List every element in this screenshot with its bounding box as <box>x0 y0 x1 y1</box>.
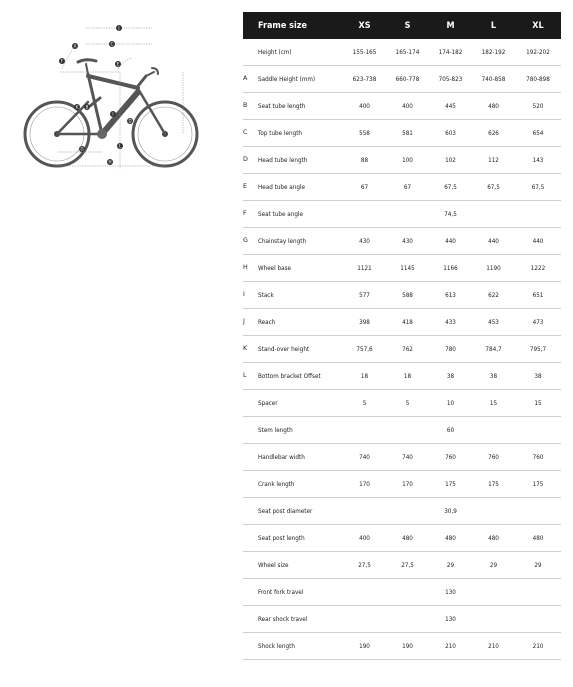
row-value: 175 <box>472 471 515 498</box>
row-value: 143 <box>515 147 561 174</box>
table-row <box>243 633 561 660</box>
row-letter: H <box>243 264 248 271</box>
row-value: 740 <box>386 444 429 471</box>
row-value: 175 <box>429 471 472 498</box>
bike-frame <box>57 60 165 134</box>
row-value: 38 <box>515 363 561 390</box>
row-label: Head tube angle <box>243 174 343 201</box>
table-row <box>243 552 561 579</box>
row-value: 67 <box>386 174 429 201</box>
marker-f: F <box>60 58 64 64</box>
row-value: 760 <box>472 444 515 471</box>
marker-dots <box>59 25 133 165</box>
row-value <box>515 498 561 525</box>
row-value: 784,7 <box>472 336 515 363</box>
table-row <box>243 390 561 417</box>
table-row <box>243 201 561 228</box>
table-row <box>243 174 561 201</box>
row-value <box>343 579 386 606</box>
table-row <box>243 525 561 552</box>
row-value: 581 <box>386 120 429 147</box>
row-value: 795,7 <box>515 336 561 363</box>
row-letter: B <box>243 102 248 109</box>
row-value <box>343 498 386 525</box>
row-label: Stand-over height <box>243 336 343 363</box>
table-row <box>243 471 561 498</box>
row-value: 210 <box>472 633 515 660</box>
row-label: Wheel size <box>243 552 343 579</box>
row-value: 5 <box>386 390 429 417</box>
row-value: 430 <box>343 228 386 255</box>
row-value: 67 <box>343 174 386 201</box>
marker-i: I <box>112 111 114 117</box>
marker-e: E <box>116 61 120 67</box>
row-value: 780-898 <box>515 66 561 93</box>
row-value: 473 <box>515 309 561 336</box>
table-row <box>243 93 561 120</box>
geometry-table <box>243 12 561 660</box>
row-value: 480 <box>472 93 515 120</box>
row-value: 67,5 <box>515 174 561 201</box>
row-value: 15 <box>472 390 515 417</box>
row-value: 175 <box>515 471 561 498</box>
table-row <box>243 498 561 525</box>
table-row <box>243 66 561 93</box>
row-label: Head tube length <box>243 147 343 174</box>
row-value: 100 <box>386 147 429 174</box>
row-value: 130 <box>429 579 472 606</box>
row-value: 705-823 <box>429 66 472 93</box>
row-value: 623-738 <box>343 66 386 93</box>
row-value <box>515 201 561 228</box>
row-value <box>515 417 561 444</box>
header-xl: XL <box>515 12 561 39</box>
row-value: 588 <box>386 282 429 309</box>
header-l: L <box>472 12 515 39</box>
row-label: Reach <box>243 309 343 336</box>
row-label: Crank length <box>243 471 343 498</box>
table-row <box>243 444 561 471</box>
row-value: 613 <box>429 282 472 309</box>
table-header-row <box>243 12 561 39</box>
marker-j: J <box>118 25 120 31</box>
row-value: 18 <box>386 363 429 390</box>
row-value <box>472 417 515 444</box>
row-value: 453 <box>472 309 515 336</box>
row-value <box>386 201 429 228</box>
row-label: Shock length <box>243 633 343 660</box>
row-label: Handlebar width <box>243 444 343 471</box>
row-value: 1190 <box>472 255 515 282</box>
row-value: 1166 <box>429 255 472 282</box>
row-label: Bottom bracket Offset <box>243 363 343 390</box>
table-row <box>243 120 561 147</box>
marker-b: B <box>85 104 89 110</box>
row-value: 740 <box>343 444 386 471</box>
row-value: 5 <box>343 390 386 417</box>
bike-geometry-diagram <box>20 14 230 189</box>
row-value <box>343 201 386 228</box>
row-value: 182-192 <box>472 39 515 66</box>
header-frame-size: Frame size <box>243 12 343 39</box>
row-value <box>472 498 515 525</box>
row-value: 27,5 <box>343 552 386 579</box>
row-value <box>515 606 561 633</box>
row-value: 130 <box>429 606 472 633</box>
row-letter: D <box>243 156 248 163</box>
row-value: 67,5 <box>429 174 472 201</box>
row-value: 1121 <box>343 255 386 282</box>
table-row <box>243 417 561 444</box>
row-value <box>472 201 515 228</box>
row-value: 780 <box>429 336 472 363</box>
row-value: 165-174 <box>386 39 429 66</box>
row-value: 1145 <box>386 255 429 282</box>
row-value: 210 <box>429 633 472 660</box>
row-value <box>343 417 386 444</box>
row-value <box>515 579 561 606</box>
table-row <box>243 579 561 606</box>
row-value <box>386 498 429 525</box>
row-value <box>386 606 429 633</box>
row-value: 660-778 <box>386 66 429 93</box>
row-value: 67,5 <box>472 174 515 201</box>
row-value: 190 <box>343 633 386 660</box>
marker-l: L <box>118 143 122 149</box>
row-letter: L <box>243 372 247 379</box>
row-value: 757,6 <box>343 336 386 363</box>
row-value: 29 <box>515 552 561 579</box>
marker-g: G <box>80 146 84 152</box>
row-value: 102 <box>429 147 472 174</box>
row-letter: K <box>243 345 248 352</box>
row-value: 440 <box>472 228 515 255</box>
row-value: 480 <box>386 525 429 552</box>
crankset <box>97 129 107 139</box>
table-row <box>243 336 561 363</box>
table-row <box>243 228 561 255</box>
row-value: 60 <box>429 417 472 444</box>
row-value: 577 <box>343 282 386 309</box>
row-label: Seat post length <box>243 525 343 552</box>
table-row <box>243 606 561 633</box>
row-value: 654 <box>515 120 561 147</box>
row-letter: E <box>243 183 247 190</box>
header-s: S <box>386 12 429 39</box>
marker-a: A <box>73 43 77 49</box>
row-label: Stack <box>243 282 343 309</box>
row-value: 760 <box>429 444 472 471</box>
row-value: 18 <box>343 363 386 390</box>
row-value: 480 <box>515 525 561 552</box>
row-value <box>386 579 429 606</box>
row-label: Wheel base <box>243 255 343 282</box>
row-value: 88 <box>343 147 386 174</box>
row-letter: I <box>243 291 245 298</box>
row-value: 38 <box>429 363 472 390</box>
row-label: Seat post diameter <box>243 498 343 525</box>
row-value: 400 <box>343 525 386 552</box>
row-value: 174-182 <box>429 39 472 66</box>
row-label: Height (cm) <box>243 39 343 66</box>
row-label: Top tube length <box>243 120 343 147</box>
marker-c: C <box>110 41 114 47</box>
table-row <box>243 282 561 309</box>
row-value: 192-202 <box>515 39 561 66</box>
header-xs: XS <box>343 12 386 39</box>
row-value: 210 <box>515 633 561 660</box>
row-value: 155-165 <box>343 39 386 66</box>
row-value: 740-858 <box>472 66 515 93</box>
marker-h: H <box>108 159 112 165</box>
row-value: 1222 <box>515 255 561 282</box>
row-label: Seat tube angle <box>243 201 343 228</box>
row-label: Rear shock travel <box>243 606 343 633</box>
row-letter: C <box>243 129 248 136</box>
row-value: 433 <box>429 309 472 336</box>
row-value <box>343 606 386 633</box>
row-value: 400 <box>386 93 429 120</box>
row-value: 418 <box>386 309 429 336</box>
row-value: 445 <box>429 93 472 120</box>
table-row <box>243 363 561 390</box>
row-value: 626 <box>472 120 515 147</box>
row-value: 603 <box>429 120 472 147</box>
row-value <box>472 579 515 606</box>
row-value: 762 <box>386 336 429 363</box>
row-value: 430 <box>386 228 429 255</box>
row-label: Front fork travel <box>243 579 343 606</box>
row-value: 38 <box>472 363 515 390</box>
row-label: Spacer <box>243 390 343 417</box>
row-letter: A <box>243 75 248 82</box>
row-value: 480 <box>472 525 515 552</box>
header-m: M <box>429 12 472 39</box>
marker-d: D <box>128 118 132 124</box>
row-value: 15 <box>515 390 561 417</box>
row-value: 440 <box>515 228 561 255</box>
table-row <box>243 147 561 174</box>
row-value: 651 <box>515 282 561 309</box>
row-value: 10 <box>429 390 472 417</box>
row-value: 29 <box>472 552 515 579</box>
table-row <box>243 39 561 66</box>
row-value: 27,5 <box>386 552 429 579</box>
marker-k: K <box>75 104 79 110</box>
row-label: Chainstay length <box>243 228 343 255</box>
row-value: 558 <box>343 120 386 147</box>
row-value: 440 <box>429 228 472 255</box>
row-value: 29 <box>429 552 472 579</box>
row-value: 30,9 <box>429 498 472 525</box>
row-value: 400 <box>343 93 386 120</box>
table-row <box>243 309 561 336</box>
row-value: 520 <box>515 93 561 120</box>
row-label: Saddle Height (mm) <box>243 66 343 93</box>
row-label: Seat tube length <box>243 93 343 120</box>
row-value: 190 <box>386 633 429 660</box>
row-letter: G <box>243 237 248 244</box>
row-value: 398 <box>343 309 386 336</box>
row-value: 170 <box>386 471 429 498</box>
row-letter: J <box>243 318 245 325</box>
row-value <box>386 417 429 444</box>
row-letter: F <box>243 210 247 217</box>
row-value: 760 <box>515 444 561 471</box>
row-value: 622 <box>472 282 515 309</box>
row-label: Stem length <box>243 417 343 444</box>
row-value: 112 <box>472 147 515 174</box>
row-value <box>472 606 515 633</box>
row-value: 480 <box>429 525 472 552</box>
row-value: 74,5 <box>429 201 472 228</box>
row-value: 170 <box>343 471 386 498</box>
table-row <box>243 255 561 282</box>
